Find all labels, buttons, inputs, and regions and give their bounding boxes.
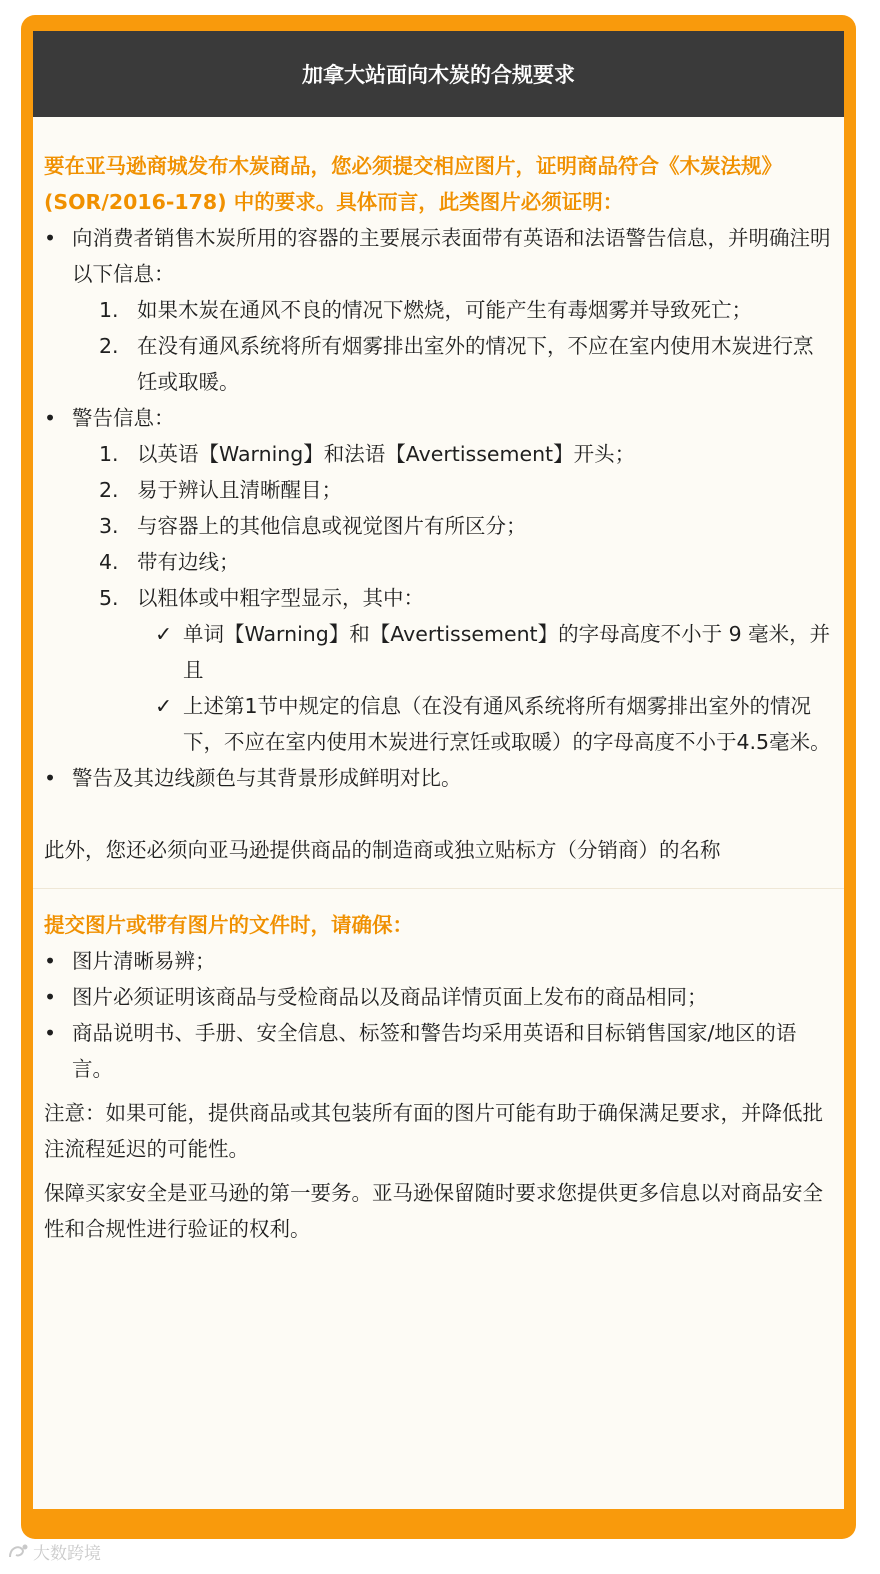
content-panel <box>33 31 844 1509</box>
requirement-item <box>44 760 833 796</box>
title-bar <box>33 31 844 117</box>
submission-item: • 图片必须证明该商品与受检商品以及商品详情页面上发布的商品相同； <box>44 979 833 1015</box>
submission-section <box>44 889 833 1247</box>
check-item: ✓ 上述第1节中规定的信息（在没有通风系统将所有烟雾排出室外的情况下，不应在室内使用木炭进行烹饪或取暖）的字母高度不小于4.5毫米。 <box>183 688 833 760</box>
requirement-text: 警告信息： <box>72 406 175 430</box>
check-item: ✓ 单词【Warning】和【Avertissement】的字母高度不小于 9 毫米，并且 <box>183 616 833 688</box>
checkmark-icon: ✓ <box>155 694 173 718</box>
orange-frame <box>21 15 856 1539</box>
numbered-item: 4. 带有边线； <box>99 550 240 574</box>
watermark-text: 大数跨境 <box>33 1544 101 1564</box>
requirement-text: 向消费者销售木炭所用的容器的主要展示表面带有英语和法语警告信息，并明确注明以下信息： <box>72 226 831 286</box>
numbered-list <box>72 292 833 400</box>
submission-heading: 提交图片或带有图片的文件时，请确保： <box>44 913 413 937</box>
numbered-item: 5. 以粗体或中粗字型显示，其中： ✓ 单词【Warning】和【Avertissement】的字母高度不小于 9 毫米，并且 ✓ 上述第1节中规定的信息（在没有通风系统将所有烟雾排出室外的情况下，不应在室内使用木炭进行烹饪或取暖）的字母高度不小于4.5毫米。 <box>137 580 833 760</box>
page-title: 加拿大站面向木炭的合规要求 <box>302 63 575 87</box>
numbered-item: 1. 如果木炭在通风不良的情况下燃烧，可能产生有毒烟雾并导致死亡； <box>99 298 752 322</box>
requirements-list <box>44 220 833 796</box>
requirement-text: 警告及其边线颜色与其背景形成鲜明对比。 <box>72 766 462 790</box>
numbered-list <box>72 436 833 760</box>
checkmark-icon: ✓ <box>155 622 173 646</box>
numbered-item: 1. 以英语【Warning】和法语【Avertissement】开头； <box>99 442 636 466</box>
numbered-item: 2. 易于辨认且清晰醒目； <box>99 478 342 502</box>
note-text: 注意：如果可能，提供商品或其包装所有面的图片可能有助于确保满足要求，并降低批注流程延迟的可能性。 <box>44 1101 823 1161</box>
submission-item: • 商品说明书、手册、安全信息、标签和警告均采用英语和目标销售国家/地区的语言。 <box>44 1015 833 1087</box>
requirement-item <box>44 400 833 760</box>
check-list <box>137 616 833 760</box>
extra-requirement: 此外，您还必须向亚马逊提供商品的制造商或独立贴标方（分销商）的名称 <box>44 838 721 862</box>
watermark <box>8 1539 101 1564</box>
closing-text: 保障买家安全是亚马逊的第一要务。亚马逊保留随时要求您提供更多信息以对商品安全性和合规性进行验证的权利。 <box>44 1181 823 1241</box>
watermark-logo-icon <box>8 1543 30 1561</box>
submission-list <box>44 943 833 1087</box>
submission-item: • 图片清晰易辨； <box>44 943 833 979</box>
numbered-item: 2. 在没有通风系统将所有烟雾排出室外的情况下，不应在室内使用木炭进行烹饪或取暖。 <box>99 334 814 394</box>
main-content <box>33 117 844 1247</box>
intro-heading: 要在亚马逊商城发布木炭商品，您必须提交相应图片，证明商品符合《木炭法规》(SOR/2016-178) 中的要求。具体而言，此类图片必须证明： <box>44 154 782 214</box>
numbered-item: 3. 与容器上的其他信息或视觉图片有所区分； <box>99 514 527 538</box>
requirement-item <box>44 220 833 400</box>
